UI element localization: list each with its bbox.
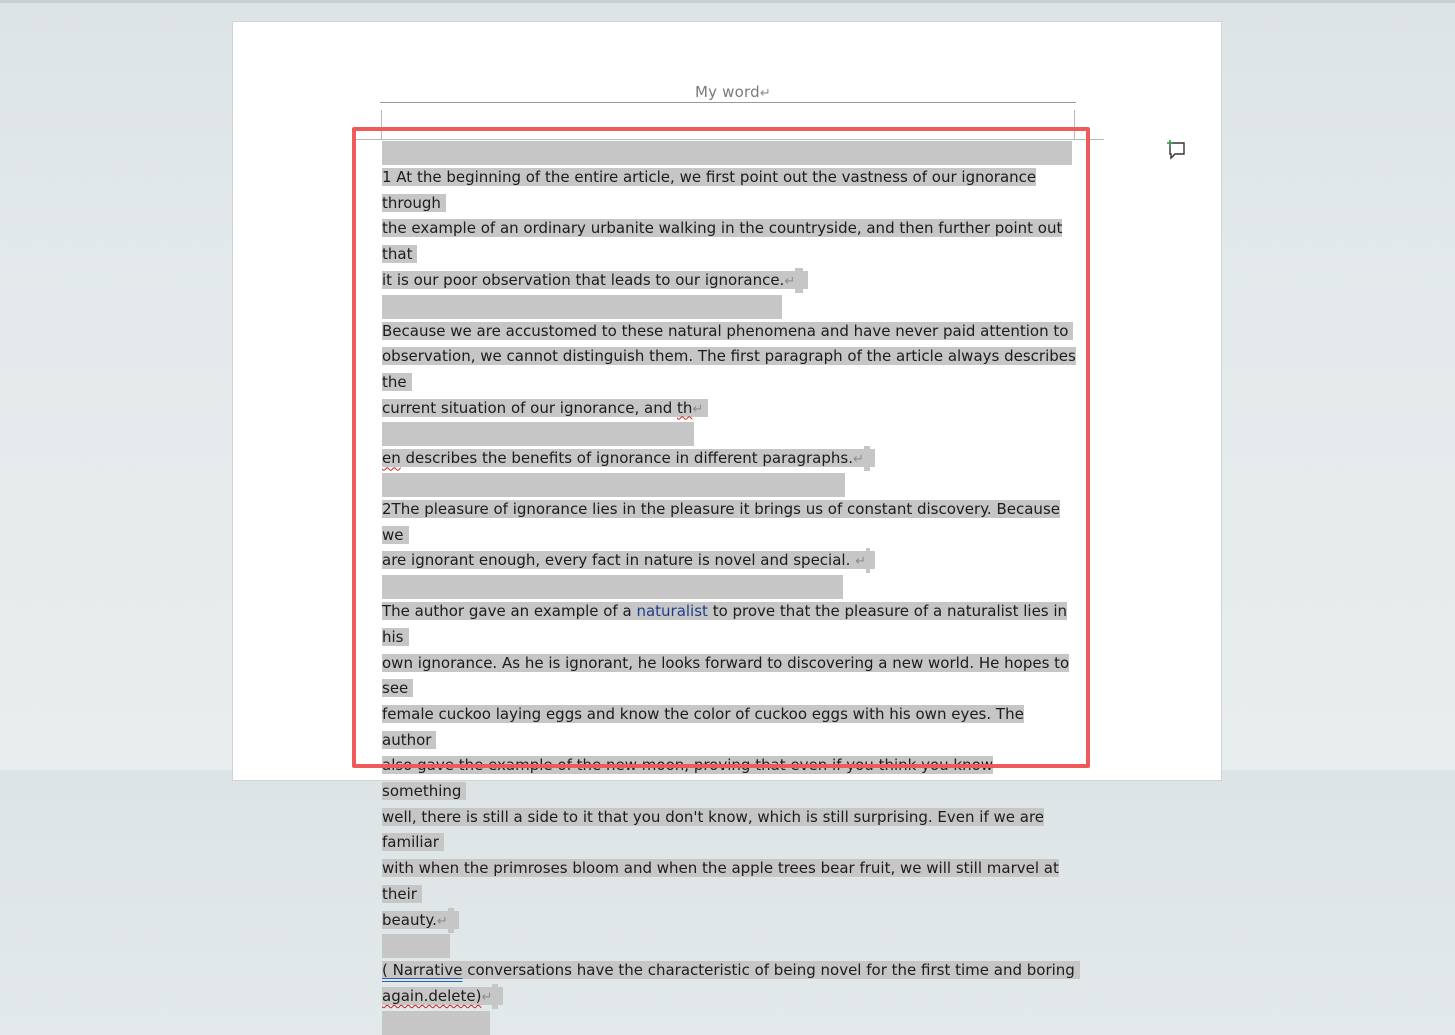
text-line[interactable]: again.delete)↵: [382, 987, 503, 1005]
text-line[interactable]: also gave the example of the new moon, proving that even if you think you know something: [382, 756, 994, 801]
text-line[interactable]: en describes the benefits of ignorance in different paragraphs.↵: [382, 449, 875, 467]
annotation-highlight-box: [352, 127, 1090, 768]
header-divider: [380, 102, 1076, 103]
spelling-error[interactable]: en: [382, 449, 401, 468]
text-line[interactable]: with when the primroses bloom and when the apple trees bear fruit, we will still marvel at their: [382, 859, 1059, 903]
text-line[interactable]: beauty.↵: [382, 911, 459, 929]
highlighted-term[interactable]: naturalist: [636, 602, 708, 621]
text-line[interactable]: 1 At the beginning of the entire article, we first point out the vastness of our ignorance through: [382, 168, 1037, 212]
text-line[interactable]: are ignorant enough, every fact in nature is novel and special. ↵: [382, 551, 875, 569]
text-line[interactable]: the example of an ordinary urbanite walking in the countryside, and then further point out that: [382, 219, 1063, 264]
window-top-strip: [0, 0, 1455, 3]
text-line[interactable]: own ignorance. As he is ignorant, he looks forward to discovering a new world. He hopes to see: [382, 653, 1070, 698]
text-line[interactable]: observation, we cannot distinguish them. The first paragraph of the article always describes the: [382, 347, 1076, 391]
page-header[interactable]: My word↵: [695, 83, 771, 101]
spelling-error[interactable]: th: [677, 398, 693, 417]
text-line[interactable]: Because we are accustomed to these natural phenomena and have never paid attention to: [382, 322, 1073, 340]
text-line[interactable]: ( Narrative conversations have the characteristic of being novel for the first time and boring: [382, 961, 1080, 979]
paragraph-mark: ↵: [759, 86, 771, 101]
text-line[interactable]: it is our poor observation that leads to our ignorance.↵: [382, 271, 808, 289]
text-line[interactable]: female cuckoo laying eggs and know the color of cuckoo eggs with his own eyes. The author: [382, 704, 1024, 749]
grammar-flag[interactable]: ( Narrative: [382, 961, 463, 980]
text-line[interactable]: 2The pleasure of ignorance lies in the pleasure it brings us of constant discovery. Because we: [382, 500, 1060, 544]
text-line[interactable]: The author gave an example of a naturalist to prove that the pleasure of a naturalist lies in his: [382, 602, 1068, 646]
text-line[interactable]: current situation of our ignorance, and th↵: [382, 399, 708, 417]
text-line[interactable]: well, there is still a side to it that you don't know, which is still surprising. Even if we are familiar: [382, 807, 1045, 852]
new-comment-icon[interactable]: [1166, 139, 1188, 161]
